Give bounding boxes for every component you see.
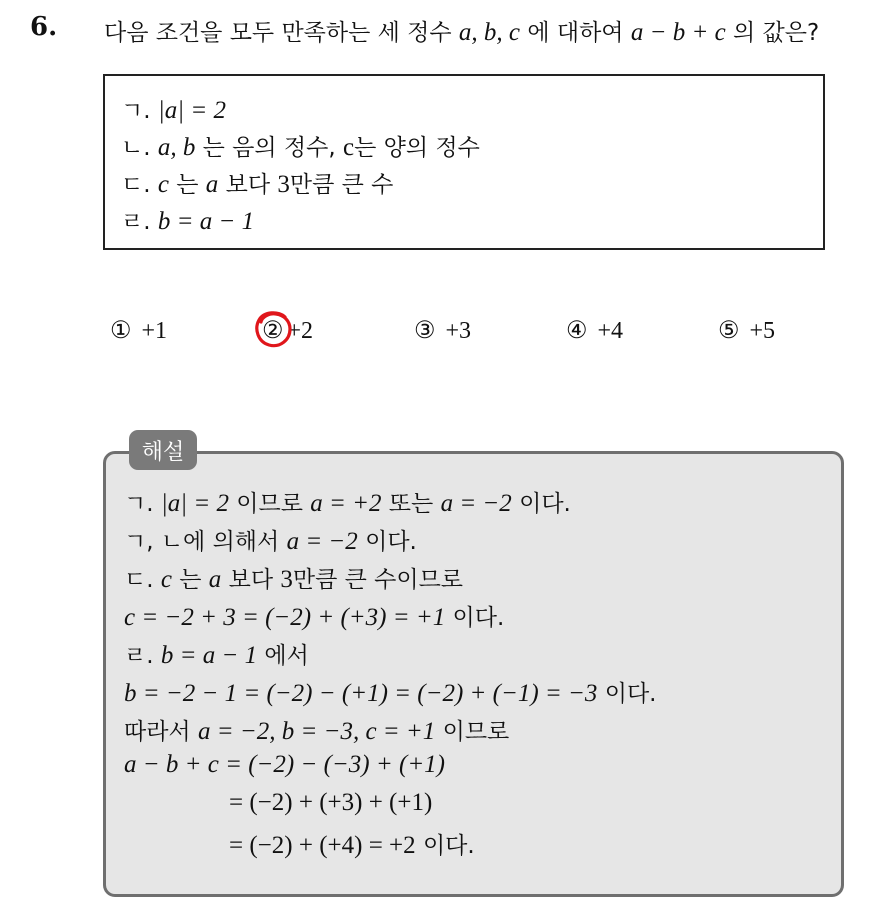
answer-choices — [0, 316, 884, 350]
solution-line-1-part-4: 또는 — [381, 491, 441, 517]
solution-line-7 — [124, 713, 509, 746]
condition-3-part-0: ㄷ. — [121, 172, 158, 198]
choice-4-value: +4 — [597, 318, 624, 344]
solution-line-2-part-1: a = −2 — [286, 528, 358, 555]
solution-line-1-part-3: a = +2 — [310, 490, 382, 517]
solution-line-10-part-1: 이다. — [415, 833, 475, 859]
question-text-part2: 에 대하여 — [520, 20, 631, 46]
solution-line-6 — [124, 675, 656, 708]
solution-line-3-part-3: a — [208, 566, 222, 593]
solution-line-2-part-0: ㄱ, ㄴ에 의해서 — [124, 529, 287, 555]
answer-mark-circle — [252, 308, 294, 350]
solution-line-2-part-2: 이다. — [357, 529, 417, 555]
solution-line-3-part-0: ㄷ. — [124, 567, 161, 593]
solution-line-1-part-6: 이다. — [511, 491, 571, 517]
choice-5-value: +5 — [749, 318, 776, 344]
solution-line-5-part-2: 에서 — [257, 643, 309, 669]
solution-line-3-part-4: 보다 — [221, 567, 281, 593]
solution-line-3-part-2: 는 — [171, 567, 209, 593]
condition-2-part-0: ㄴ. — [121, 135, 158, 161]
choice-3-number: ③ — [414, 318, 436, 344]
solution-box — [103, 451, 844, 897]
solution-line-7-part-0: 따라서 — [124, 719, 198, 745]
condition-1 — [121, 92, 226, 125]
condition-4 — [121, 203, 254, 236]
solution-line-8 — [124, 751, 445, 779]
solution-line-3 — [124, 561, 463, 594]
condition-2-part-1: a, b — [157, 134, 196, 161]
solution-line-5-part-1: b = a − 1 — [160, 642, 258, 669]
solution-line-4 — [124, 599, 504, 632]
solution-line-6-part-1: 이다. — [597, 681, 657, 707]
solution-line-1-part-1: |a| = 2 — [160, 490, 229, 517]
solution-line-6-part-0: b = −2 − 1 = (−2) − (+1) = (−2) + (−1) = −3 — [124, 680, 598, 707]
condition-2-part-2: 는 음의 정수, — [195, 135, 343, 161]
choice-1[interactable] — [110, 316, 167, 345]
condition-2-part-3: c — [343, 134, 355, 161]
condition-2-part-4: 는 양의 정수 — [354, 135, 480, 161]
solution-line-9-part-0: = (−2) + (+3) + (+1) — [229, 789, 433, 816]
choice-2-number: ② — [262, 318, 284, 344]
condition-3-part-4: 보다 — [218, 172, 278, 198]
solution-line-5 — [124, 637, 309, 670]
choice-1-number: ① — [110, 318, 132, 344]
solution-line-3-part-5: 3 — [280, 566, 293, 593]
solution-line-5-part-0: ㄹ. — [124, 643, 161, 669]
choice-2-value: +2 — [287, 318, 314, 344]
solution-tag: 해설 — [129, 430, 197, 470]
condition-3-part-3: a — [205, 171, 219, 198]
condition-4-part-0: ㄹ. — [121, 209, 158, 235]
question-expression: a − b + c — [630, 19, 726, 46]
question-text-part3: 의 값은? — [725, 20, 820, 46]
solution-line-4-part-1: 이다. — [445, 605, 505, 631]
condition-4-part-1: b = a − 1 — [157, 208, 255, 235]
solution-line-1-part-5: a = −2 — [440, 490, 512, 517]
choice-4-number: ④ — [566, 318, 588, 344]
conditions-box — [103, 74, 825, 250]
condition-1-part-0: ㄱ. — [121, 98, 158, 124]
solution-line-2 — [124, 523, 417, 556]
solution-line-1-part-0: ㄱ. — [124, 491, 161, 517]
condition-3-part-6: 만큼 큰 수 — [289, 172, 394, 198]
choice-5-number: ⑤ — [718, 318, 740, 344]
solution-line-3-part-1: c — [160, 566, 172, 593]
solution-line-1 — [124, 485, 571, 518]
solution-line-8-part-0: a − b + c = (−2) − (−3) + (+1) — [124, 751, 446, 778]
solution-line-10 — [229, 827, 475, 860]
choice-4[interactable] — [566, 316, 623, 345]
solution-line-9 — [229, 789, 432, 817]
solution-line-3-part-6: 만큼 큰 수이므로 — [292, 567, 464, 593]
condition-3-part-1: c — [157, 171, 169, 198]
question-text — [104, 14, 819, 47]
solution-line-1-part-2: 이므로 — [228, 491, 311, 517]
question-number: 6. — [30, 12, 58, 42]
condition-3-part-5: 3 — [277, 171, 290, 198]
choice-3[interactable] — [414, 316, 471, 345]
solution-line-7-part-1: a = −2, b = −3, c = +1 — [197, 718, 436, 745]
solution-line-7-part-2: 이므로 — [435, 719, 510, 745]
question-vars: a, b, c — [458, 19, 521, 46]
solution-line-10-part-0: = (−2) + (+4) = +2 — [229, 832, 416, 859]
choice-3-value: +3 — [445, 318, 472, 344]
condition-2 — [121, 129, 480, 162]
question-text-part1: 다음 조건을 모두 만족하는 세 정수 — [104, 20, 459, 46]
choice-5[interactable] — [718, 316, 775, 345]
condition-3 — [121, 166, 393, 199]
choice-1-value: +1 — [141, 318, 168, 344]
solution-line-4-part-0: c = −2 + 3 = (−2) + (+3) = +1 — [124, 604, 446, 631]
condition-1-part-1: |a| = 2 — [157, 97, 226, 124]
condition-3-part-2: 는 — [168, 172, 206, 198]
